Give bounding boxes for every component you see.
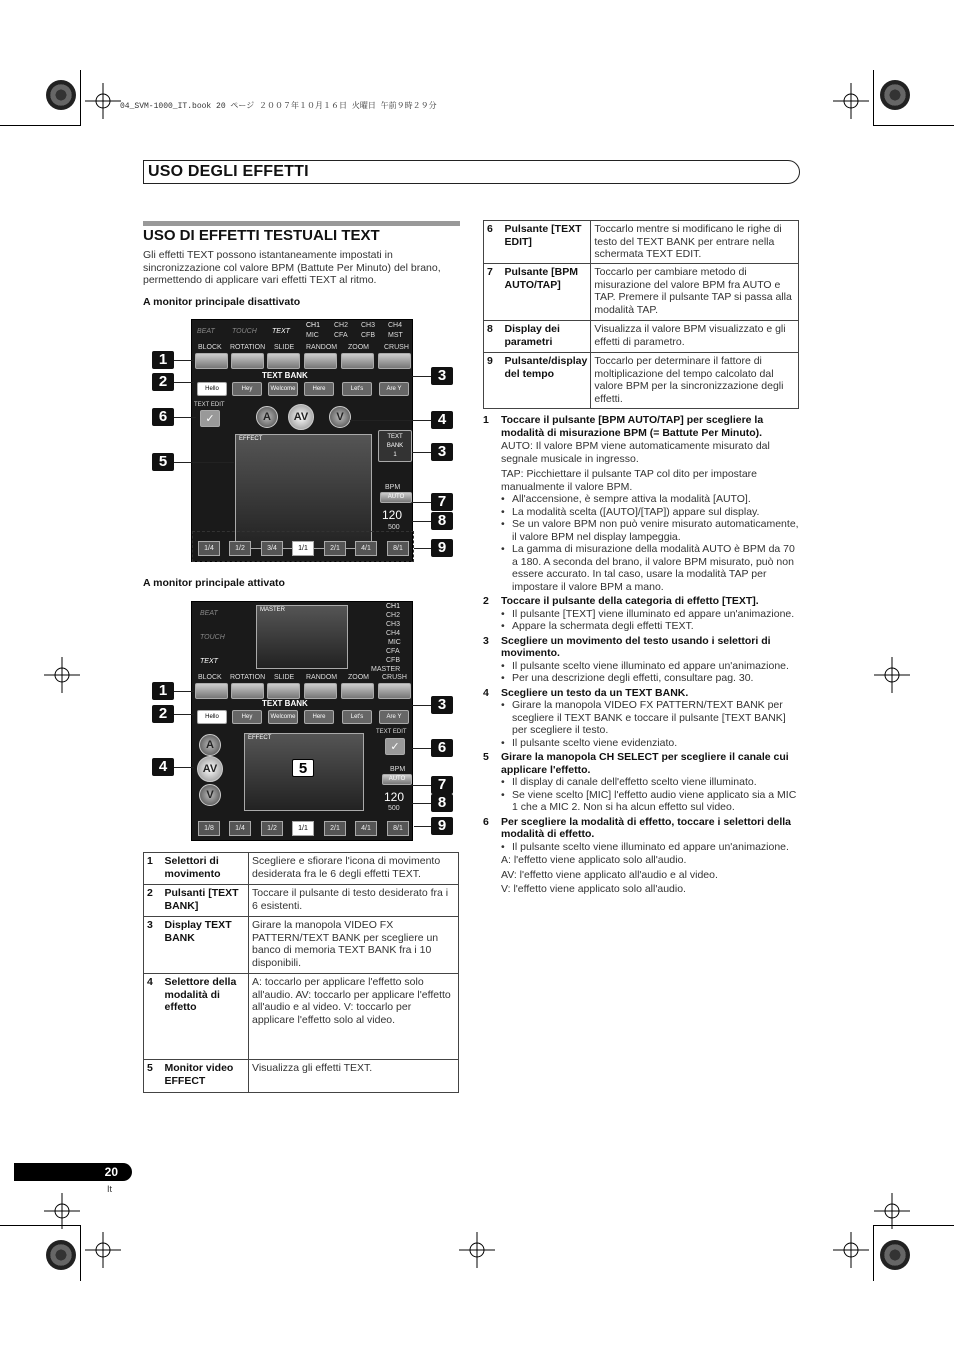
movement-crush-button[interactable] [378, 683, 411, 699]
text-bank-button-6[interactable]: Are Y [379, 382, 409, 396]
trim-line [80, 1225, 81, 1281]
callout-3: 3 [431, 367, 453, 385]
step-6-bullet: • Il pulsante scelto viene illuminato ed appare un'animazione. [483, 841, 801, 854]
mode-av-button[interactable]: AV [197, 756, 223, 782]
movement-label-random: RANDOM [306, 344, 338, 351]
text-bank-button-3[interactable]: Welcome [268, 382, 298, 396]
channel-ch2[interactable]: CH2 [334, 322, 349, 329]
master-label: MASTER [260, 607, 286, 613]
movement-random-button[interactable] [304, 353, 337, 369]
effect-label: EFFECT [248, 735, 272, 741]
text-bank-button-1[interactable]: Hello [197, 382, 227, 396]
step-6: 6 Per scegliere la modalità di effetto, toccare i selettori della modalità di effetto. [483, 815, 792, 840]
movement-label-rotation: ROTATION [230, 344, 266, 351]
trim-line [874, 125, 954, 126]
text-bank-label: TEXT BANK [262, 371, 308, 380]
text-bank-button-1[interactable]: Hello [197, 710, 227, 724]
rate-button[interactable]: 1/4 [198, 541, 220, 556]
step-5-bullet: • Se viene scelto [MIC] l'effetto audio viene applicato sia a MIC 1 che a MIC 2. Non si ha alcun effetto sul video. [483, 789, 801, 814]
table-row: 1 Selettori di movimento Scegliere e sfiorare l'icona di movimento desiderata fra le 6 degli effetti TEXT. [144, 853, 459, 885]
callout-line [174, 691, 194, 692]
callout-8: 8 [431, 794, 453, 812]
callout-line [412, 376, 431, 377]
legend-table-right [483, 220, 799, 409]
channel-ch3[interactable]: CH3 [361, 322, 376, 329]
movement-rotation-button[interactable] [231, 353, 264, 369]
step-2-bullet: • Appare la schermata degli effetti TEXT. [483, 620, 801, 633]
ms-value: 500 [388, 805, 400, 812]
movement-label-block: BLOCK [198, 344, 222, 351]
text-bank-button-6[interactable]: Are Y [379, 710, 409, 724]
channel-side-cfb[interactable]: CFB [386, 657, 400, 664]
registration-mark [880, 80, 910, 110]
channel-side-ch4[interactable]: CH4 [386, 630, 401, 637]
callout-line [174, 360, 194, 361]
text-edit-label: TEXT EDIT [376, 729, 407, 735]
step-6-para: V: l'effetto viene applicato solo all'audio. [501, 883, 686, 895]
movement-crush-button[interactable] [378, 353, 411, 369]
callout-9: 9 [431, 817, 453, 835]
callout-line [174, 767, 194, 768]
movement-label-block: BLOCK [198, 674, 222, 681]
registration-mark [880, 1240, 910, 1270]
text-bank-button-5[interactable]: Let's [342, 710, 372, 724]
callout-line [412, 521, 431, 522]
step-1: 1 Toccare il pulsante [BPM AUTO/TAP] per scegliere la modalità di misurazione BPM (= Battute Per Minuto). [483, 414, 764, 439]
callout-7: 7 [431, 493, 453, 511]
step-3-bullet: • Per una descrizione degli effetti, consultare pag. 30. [483, 672, 801, 685]
channel-mic[interactable]: MIC [306, 332, 319, 339]
rate-button[interactable]: 2/1 [324, 821, 346, 836]
mode-a-button[interactable]: A [199, 734, 221, 756]
rate-button[interactable]: 8/1 [387, 821, 409, 836]
callout-5: 5 [152, 453, 174, 471]
callout-6: 6 [431, 739, 453, 757]
tab-touch[interactable]: TOUCH [200, 634, 225, 641]
bpm-auto-button[interactable]: AUTO [382, 774, 412, 785]
mode-v-button[interactable]: V [329, 406, 351, 428]
tab-beat[interactable]: BEAT [197, 328, 215, 335]
channel-side-ch1[interactable]: CH1 [386, 603, 401, 610]
text-bank-button-5[interactable]: Let's [342, 382, 372, 396]
subsection-rule [143, 221, 460, 226]
step-5: 5 Girare la manopola CH SELECT per scegliere il canale cui applicare l'effetto. [483, 751, 789, 776]
table-row: 5 Monitor video EFFECT Visualizza gli effetti TEXT. [144, 1060, 459, 1093]
callout-4: 4 [152, 758, 174, 776]
callout-line [412, 785, 431, 786]
legend-table-left [143, 852, 459, 1093]
callout-2: 2 [152, 705, 174, 723]
movement-label-rotation: ROTATION [230, 674, 266, 681]
trim-line [873, 1225, 874, 1281]
step-1-para: TAP: Picchiettare il pulsante TAP col dito per impostare manualmente il valore BPM. [501, 468, 758, 493]
step-1-para: AUTO: Il valore BPM viene automaticamente misurato dal segnale musicale in ingresso. [501, 440, 770, 465]
step-1-bullet: • Se un valore BPM non può venire misurato automaticamente, il valore BPM nel display lampeggia. [483, 518, 801, 543]
tab-text[interactable]: TEXT [272, 328, 290, 335]
trim-line [80, 70, 81, 126]
mode-v-button[interactable]: V [199, 784, 221, 806]
bpm-label: BPM [385, 484, 401, 491]
rate-button[interactable]: 3/4 [261, 541, 283, 556]
channel-mst[interactable]: MST [388, 332, 403, 339]
step-4-bullet: • Il pulsante scelto viene evidenziato. [483, 737, 801, 750]
callout-2: 2 [152, 373, 174, 391]
rate-button[interactable]: 4/1 [355, 821, 377, 836]
movement-block-button[interactable] [195, 683, 228, 699]
rate-button[interactable]: 1/8 [198, 821, 220, 836]
bank-number: 1 [393, 452, 397, 458]
channel-side-mic[interactable]: MIC [388, 639, 401, 646]
registration-mark [46, 80, 76, 110]
tab-text[interactable]: TEXT [200, 658, 218, 665]
print-header: 04_SVM-1000_IT.book 20 ページ ２００７年１０月１６日 火曜日 午前９時２９分 [120, 102, 437, 111]
callout-box [192, 531, 414, 562]
table-row: 6 Pulsante [TEXT EDIT] Toccarlo mentre si modificano le righe di testo del TEXT BANK per entrare nella schermata TEXT EDIT. [484, 221, 799, 264]
callout-line [414, 548, 431, 549]
crosshair-mark [44, 1193, 80, 1229]
crosshair-mark [874, 657, 910, 693]
step-3: 3 Scegliere un movimento del testo usando i selettori di movimento. [483, 634, 771, 659]
text-edit-button[interactable]: ✓ [200, 410, 220, 427]
mode-a-button[interactable]: A [256, 406, 278, 428]
tab-beat[interactable]: BEAT [200, 610, 218, 617]
movement-rotation-button[interactable] [231, 683, 264, 699]
language-code: It [107, 1184, 113, 1194]
text-bank-button-3[interactable]: Welcome [268, 710, 298, 724]
movement-label-crush: CRUSH [384, 344, 409, 351]
channel-side-ch3[interactable]: CH3 [386, 621, 401, 628]
crosshair-mark [833, 83, 869, 119]
callout-5: 5 [292, 759, 314, 777]
caption-monitor-on: A monitor principale attivato [143, 577, 285, 589]
rate-button-selected[interactable]: 1/1 [292, 821, 314, 836]
screen-monitor-off [191, 319, 413, 562]
crosshair-mark [459, 1232, 495, 1268]
table-row: 3 Display TEXT BANK Girare la manopola VIDEO FX PATTERN/TEXT BANK per scegliere un banco di memoria TEXT BANK fra i 10 disponibili. [144, 917, 459, 974]
steps-column [483, 412, 801, 896]
section-header [143, 160, 800, 184]
channel-ch4[interactable]: CH4 [388, 322, 403, 329]
rate-button[interactable]: 1/2 [261, 821, 283, 836]
effect-label: EFFECT [239, 436, 263, 442]
movement-zoom-button[interactable] [341, 683, 374, 699]
caption-monitor-off: A monitor principale disattivato [143, 296, 301, 308]
screen-monitor-on [191, 601, 413, 841]
channel-side-master[interactable]: MASTER [371, 666, 401, 673]
table-row: 2 Pulsanti [TEXT BANK] Toccare il pulsante di testo desiderato fra i 6 esistenti. [144, 885, 459, 917]
trim-line [873, 70, 874, 126]
table-row: 9 Pulsante/display del tempo Toccarlo per determinare il fattore di moltiplicazione del tempo calcolato dal valore BPM per la sincronizzazione degli effetti. [484, 353, 799, 409]
text-edit-label: TEXT EDIT [194, 402, 225, 408]
channel-ch1[interactable]: CH1 [306, 322, 321, 329]
callout-6: 6 [152, 408, 174, 426]
callout-8: 8 [431, 512, 453, 530]
text-bank-label: TEXT BANK [262, 699, 308, 708]
callout-line [174, 462, 234, 463]
movement-label-zoom: ZOOM [348, 344, 369, 351]
step-1-bullet: • La modalità scelta ([AUTO]/[TAP]) appare sul display. [483, 506, 801, 519]
trim-line [0, 125, 80, 126]
channel-side-ch2[interactable]: CH2 [386, 612, 401, 619]
step-2: 2 Toccare il pulsante della categoria di effetto [TEXT]. [483, 595, 759, 607]
ms-value: 500 [388, 524, 400, 531]
crosshair-mark [874, 1193, 910, 1229]
step-3-bullet: • Il pulsante scelto viene illuminato ed appare un'animazione. [483, 660, 801, 673]
bpm-label: BPM [390, 766, 406, 773]
movement-slide-button[interactable] [267, 353, 300, 369]
movement-block-button[interactable] [195, 353, 228, 369]
movement-label-slide: SLIDE [274, 344, 295, 351]
mode-av-button[interactable]: AV [288, 404, 314, 430]
table-row: 4 Selettore della modalità di effetto A: toccarlo per applicare l'effetto solo all'audio. AV: toccarlo per applicare l'effetto all'audio e al video. V: toccarlo per applicare l'effetto solo al video. [144, 974, 459, 1060]
step-6-para: AV: l'effetto viene applicato all'audio e al video. [501, 868, 718, 881]
section-title: USO DEGLI EFFETTI [148, 163, 309, 180]
movement-label-crush: CRUSH [382, 674, 407, 681]
rate-button[interactable]: 8/1 [387, 541, 409, 556]
step-4-bullet: • Girare la manopola VIDEO FX PATTERN/TEXT BANK per scegliere il TEXT BANK e toccare il pulsante [TEXT BANK] per scegliere il testo. [483, 699, 801, 737]
text-bank-button-2[interactable]: Hey [232, 382, 262, 396]
trim-line [874, 1225, 954, 1226]
table-row: 8 Display dei parametri Visualizza il valore BPM visualizzato e gli effetti di parametro. [484, 321, 799, 353]
crosshair-mark [85, 1232, 121, 1268]
movement-label-zoom: ZOOM [348, 674, 369, 681]
step-5-bullet: • Il display di canale dell'effetto scelto viene illuminato. [483, 776, 801, 789]
text-bank-display[interactable] [378, 430, 412, 462]
movement-slide-button[interactable] [267, 683, 300, 699]
tab-touch[interactable]: TOUCH [232, 328, 257, 335]
rate-button[interactable]: 4/1 [355, 541, 377, 556]
crosshair-mark [44, 657, 80, 693]
callout-3b: 3 [431, 443, 453, 461]
callout-9: 9 [431, 539, 453, 557]
intro-paragraph: Gli effetti TEXT possono istantaneamente impostati in sincronizzazione col valore BPM (Battute Per Minuto) del brano, permettendo di applicare vari effetti TEXT al ritmo. [143, 249, 441, 286]
movement-label-slide: SLIDE [274, 674, 295, 681]
callout-1: 1 [152, 351, 174, 369]
callout-1: 1 [152, 682, 174, 700]
rate-button-selected[interactable]: 1/1 [292, 541, 314, 556]
bpm-auto-button[interactable]: AUTO [380, 492, 412, 503]
registration-mark [46, 1240, 76, 1270]
callout-line [412, 502, 431, 503]
bank-label: TEXT BANK [386, 434, 404, 449]
step-6-para: A: l'effetto viene applicato solo all'audio. [501, 854, 687, 866]
callout-line [350, 420, 431, 421]
channel-cfa[interactable]: CFA [334, 332, 348, 339]
callout-line [174, 714, 194, 715]
rate-button[interactable]: 2/1 [324, 541, 346, 556]
callout-line [412, 748, 431, 749]
movement-random-button[interactable] [304, 683, 337, 699]
callout-4: 4 [431, 411, 453, 429]
callout-7: 7 [431, 776, 453, 794]
text-edit-button[interactable]: ✓ [385, 738, 405, 755]
rate-button[interactable]: 1/4 [229, 821, 251, 836]
crosshair-mark [833, 1232, 869, 1268]
trim-line [0, 1225, 80, 1226]
callout-3: 3 [431, 696, 453, 714]
rate-button[interactable]: 1/2 [229, 541, 251, 556]
text-bank-button-4[interactable]: Here [304, 382, 334, 396]
movement-label-random: RANDOM [306, 674, 338, 681]
channel-cfb[interactable]: CFB [361, 332, 375, 339]
callout-line [174, 417, 196, 418]
page-number: 20 [14, 1163, 132, 1181]
text-bank-button-4[interactable]: Here [304, 710, 334, 724]
bpm-value: 120 [384, 790, 405, 804]
step-1-bullet: • All'accensione, è sempre attiva la modalità [AUTO]. [483, 493, 801, 506]
step-2-bullet: • Il pulsante [TEXT] viene illuminato ed appare un'animazione. [483, 608, 801, 621]
step-4: 4 Scegliere un testo da un TEXT BANK. [483, 686, 689, 699]
channel-side-cfa[interactable]: CFA [386, 648, 400, 655]
subsection-title: USO DI EFFETTI TESTUALI TEXT [143, 227, 380, 244]
callout-line [412, 452, 431, 453]
text-bank-button-2[interactable]: Hey [232, 710, 262, 724]
table-row: 7 Pulsante [BPM AUTO/TAP] Toccarlo per cambiare metodo di misurazione del valore BPM fra AUTO e TAP. Premere il pulsante TAP si passa alla modalità TAP. [484, 264, 799, 321]
step-1-bullet: • La gamma di misurazione della modalità AUTO è BPM da 70 a 180. A seconda del brano, il valore BPM misurato, può non essere accurato. In tal caso, usare la modalità TAP per impostare il valore BPM a mano. [483, 543, 801, 593]
movement-zoom-button[interactable] [341, 353, 374, 369]
bpm-value: 120 [382, 508, 403, 522]
callout-line [412, 803, 431, 804]
callout-line [414, 826, 431, 827]
callout-line [412, 705, 431, 706]
callout-line [174, 382, 194, 383]
master-monitor [256, 605, 348, 669]
crosshair-mark [85, 83, 121, 119]
